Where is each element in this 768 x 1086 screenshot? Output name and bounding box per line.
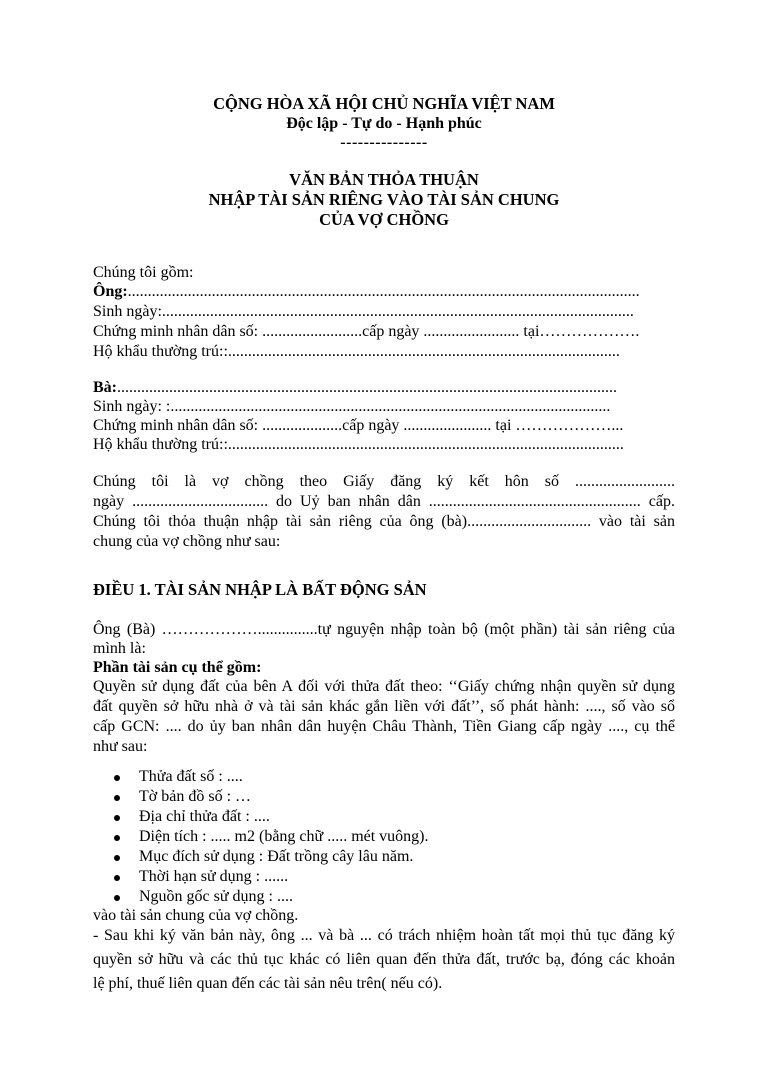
motto: Độc lập - Tự do - Hạnh phúc xyxy=(286,115,482,132)
list-item: Địa chỉ thửa đất : .... xyxy=(139,808,270,825)
header-separator: --------------- xyxy=(340,134,428,151)
wife-name-line xyxy=(93,378,675,398)
marriage-line-4: chung của vợ chồng như sau: xyxy=(93,533,281,550)
article1-p1-line2: mình là: xyxy=(93,640,146,657)
husband-residence-line: Hộ khẩu thường trú::.................................................................................................. xyxy=(93,343,620,360)
list-item: Diện tích : ..... m2 (bằng chữ ..... mét vuông). xyxy=(139,828,429,845)
document-title-line3: CỦA VỢ CHỒNG xyxy=(319,210,449,229)
article1-p1-line1: Ông (Bà) ………………...............tự nguyện nhập toàn bộ (một phần) tài sản riêng của xyxy=(93,621,675,638)
bullet-icon xyxy=(114,875,120,881)
bullet-icon xyxy=(114,855,120,861)
husband-dob-line: Sinh ngày:...................................................................................................................... xyxy=(93,303,634,320)
document-title-line2: NHẬP TÀI SẢN RIÊNG VÀO TÀI SẢN CHUNG xyxy=(208,190,560,209)
husband-name-field: ................................................................................................................................ xyxy=(127,283,640,300)
article1-p3-line1: - Sau khi ký văn bản này, ông ... và bà ... có trách nhiệm hoàn tất mọi thủ tục đăng ký xyxy=(93,927,675,944)
wife-residence-line: Hộ khẩu thường trú::................................................................................................... xyxy=(93,436,624,453)
husband-name-line xyxy=(93,282,675,302)
bullet-icon xyxy=(114,815,120,821)
document-title-line1: VĂN BẢN THỎA THUẬN xyxy=(289,170,479,189)
husband-id-line: Chứng minh nhân dân số: .........................cấp ngày ........................ tại………………. xyxy=(93,323,640,340)
nation-title: CỘNG HÒA XÃ HỘI CHỦ NGHĨA VIỆT NAM xyxy=(213,94,555,113)
article1-p2-line4: như sau: xyxy=(93,738,148,755)
wife-label: Bà: xyxy=(93,379,117,396)
list-item: Tờ bản đồ số : … xyxy=(139,788,252,805)
article1-p2-line3: cấp GCN: .... do ủy ban nhân dân huyện Châu Thành, Tiền Giang cấp ngày ...., cụ thể xyxy=(93,718,675,735)
list-item: Nguồn gốc sử dụng : .... xyxy=(139,888,293,905)
article1-p3-line2: quyền sở hữu và các thủ tục khác có liên quan đến thửa đất, trước bạ, đóng các khoản xyxy=(93,951,675,968)
details-label: Phần tài sản cụ thể gồm: xyxy=(93,659,262,676)
wife-id-line: Chứng minh nhân dân số: ....................cấp ngày ...................... tại ………………... xyxy=(93,417,624,434)
list-item: Thời hạn sử dụng : ...... xyxy=(139,868,289,885)
article1-p2-line1: Quyền sử dụng đất của bên A đối với thửa đất theo: ‘‘Giấy chứng nhận quyền sử dụng xyxy=(93,678,675,695)
wife-dob-line: Sinh ngày: :.............................................................................................................. xyxy=(93,398,611,415)
bullet-icon xyxy=(114,835,120,841)
list-item: Mục đích sử dụng : Đất trồng cây lâu năm. xyxy=(139,848,414,865)
marriage-line-2: ngày .................................. do Uỷ ban nhân dân ..................................................... cấp. xyxy=(93,493,675,510)
wife-name-field: ............................................................................................................................. xyxy=(117,379,617,396)
bullet-icon xyxy=(114,775,120,781)
article1-p2-line2: đất quyền sở hữu nhà ở và tài sản khác gắn liền với đất’’, số phát hành: ...., số vào sổ xyxy=(93,698,675,715)
marriage-line-1: Chúng tôi là vợ chồng theo Giấy đăng ký kết hôn số ......................... xyxy=(93,473,675,490)
bullet-icon xyxy=(114,895,120,901)
husband-label: Ông: xyxy=(93,283,128,300)
article1-heading: ĐIỀU 1. TÀI SẢN NHẬP LÀ BẤT ĐỘNG SẢN xyxy=(93,580,427,599)
bullet-icon xyxy=(114,795,120,801)
list-item: Thửa đất số : .... xyxy=(139,768,243,785)
article1-p3-line3: lệ phí, thuế liên quan đến các tài sản nêu trên( nếu có). xyxy=(93,975,443,992)
marriage-line-3: Chúng tôi thỏa thuận nhập tài sản riêng của ông (bà)............................... vào tài sản xyxy=(93,513,675,530)
after-items-line: vào tài sản chung của vợ chồng. xyxy=(93,907,299,924)
parties-intro: Chúng tôi gồm: xyxy=(93,264,194,281)
